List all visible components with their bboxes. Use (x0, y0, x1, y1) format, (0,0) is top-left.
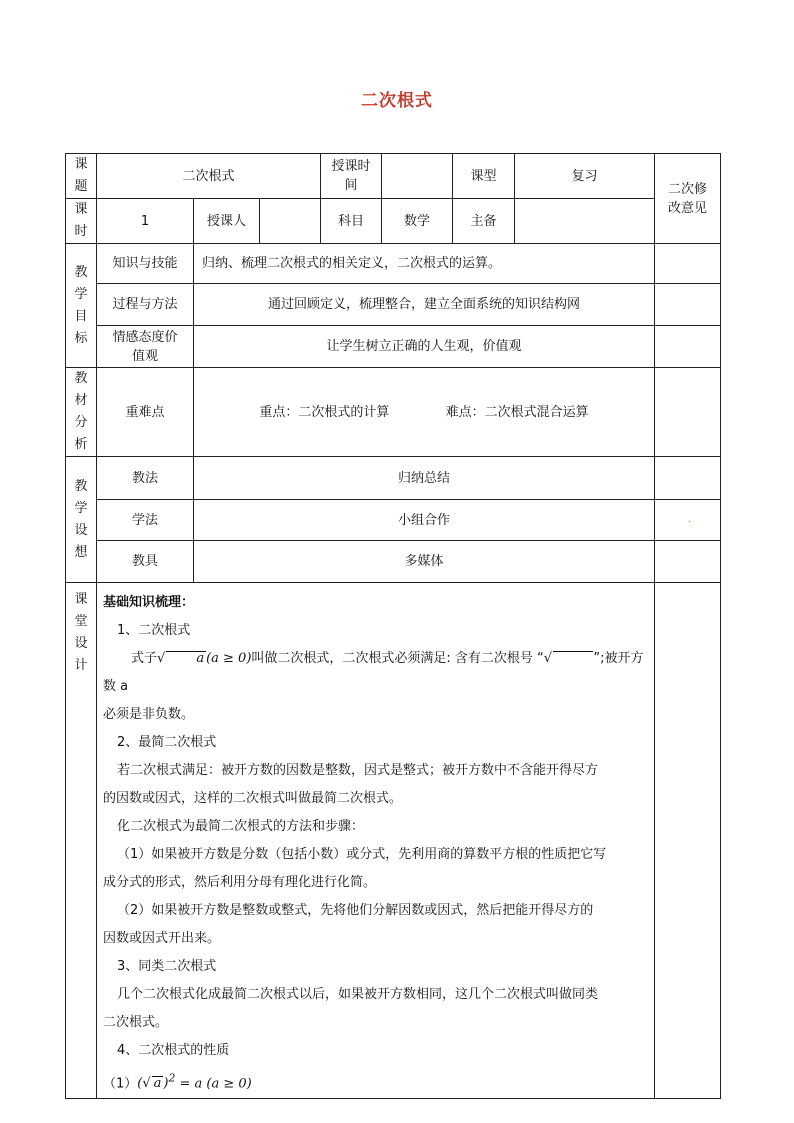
period-value: 1 (97, 199, 194, 244)
label-emotion: 情感态度价 值观 (97, 326, 194, 368)
revision-cell (655, 284, 721, 326)
hard-point: 难点：二次根式混合运算 (445, 404, 589, 420)
label-class-design: 课 堂 设 计 (66, 583, 97, 1099)
revision-cell (655, 326, 721, 368)
label-lesson-time: 授课时 间 (321, 154, 382, 199)
label-key-points: 重难点 (97, 368, 194, 457)
label-tools: 教具 (97, 541, 194, 583)
section-2-text: 因数或因式开出来。 (103, 931, 221, 946)
lesson-plan-table (65, 153, 721, 1099)
label-topic: 课 题 (66, 154, 97, 199)
learning-method-text: 小组合作 (194, 500, 655, 541)
revision-cell (655, 244, 721, 284)
label-goals: 教 学 目 标 (66, 244, 97, 368)
label-lesson-type: 课型 (453, 154, 515, 199)
revision-cell (655, 368, 721, 457)
revision-cell (655, 541, 721, 583)
label-knowledge: 知识与技能 (97, 244, 194, 284)
teacher-value (260, 199, 321, 244)
section-1-text: 式子√ a (a ≥ 0)叫做二次根式，二次根式必须满足: 含有二次根号 “√ ”;被开方数 a (103, 651, 644, 694)
revision-cell (655, 457, 721, 500)
process-text: 通过回顾定义，梳理整合，建立全面系统的知识结构网 (194, 284, 655, 326)
page-title: 二次根式 (361, 91, 433, 111)
label-teacher: 授课人 (194, 199, 260, 244)
section-2-text: 的因数或因式，这样的二次根式叫做最简二次根式。 (103, 791, 403, 806)
label-learning-method: 学法 (97, 500, 194, 541)
section-4-title: 4、二次根式的性质 (117, 1043, 230, 1058)
class-design-content (97, 583, 655, 1099)
section-2-text: 成分式的形式，然后利用分母有理化进行化简。 (103, 875, 377, 890)
section-3-text: 几个二次根式化成最简二次根式以后，如果被开方数相同，这几个二次根式叫做同类 (117, 987, 599, 1002)
section-3-text: 二次根式。 (103, 1015, 169, 1030)
label-lead: 主备 (453, 199, 515, 244)
key-point: 重点：二次根式的计算 (259, 404, 390, 420)
knowledge-text: 归纳、梳理二次根式的相关定义，二次根式的运算。 (194, 244, 655, 284)
label-teaching-method: 教法 (97, 457, 194, 500)
section-2-title: 2、最简二次根式 (117, 735, 217, 750)
label-analysis: 教 材 分 析 (66, 368, 97, 457)
emotion-text: 让学生树立正确的人生观，价值观 (194, 326, 655, 368)
key-points-text (194, 368, 655, 457)
label-design: 教 学 设 想 (66, 457, 97, 583)
lesson-type-value: 复习 (515, 154, 655, 199)
section-2-text: 若二次根式满足：被开方数的因数是整数，因式是整式；被开方数中不含能开得尽方 (117, 763, 599, 778)
label-process: 过程与方法 (97, 284, 194, 326)
topic-value: 二次根式 (97, 154, 321, 199)
label-revision: 二次修 改意见 (655, 154, 721, 244)
teaching-method-text: 归纳总结 (194, 457, 655, 500)
label-period: 课 时 (66, 199, 97, 244)
section-heading: 基础知识梳理： (103, 595, 195, 610)
section-1-title: 1、二次根式 (117, 623, 191, 638)
section-2-text: 化二次根式为最简二次根式的方法和步骤： (117, 819, 365, 834)
section-4-formula: （1）(√ a )$^2$ = a (a ≥ 0) (103, 1072, 252, 1092)
revision-cell (655, 583, 721, 1099)
section-1-text-cont: 必须是非负数。 (103, 707, 195, 722)
subject-value: 数学 (382, 199, 453, 244)
stray-dot: . (688, 514, 692, 525)
label-subject: 科目 (321, 199, 382, 244)
lead-value (515, 199, 655, 244)
section-2-text: （2）如果被开方数是整数或整式，先将他们分解因数或因式，然后把能开得尽方的 (117, 903, 594, 918)
section-3-title: 3、同类二次根式 (117, 959, 217, 974)
tools-text: 多媒体 (194, 541, 655, 583)
lesson-time-value (382, 154, 453, 199)
section-2-text: （1）如果被开方数是分数（包括小数）或分式，先利用商的算数平方根的性质把它写 (117, 847, 607, 862)
